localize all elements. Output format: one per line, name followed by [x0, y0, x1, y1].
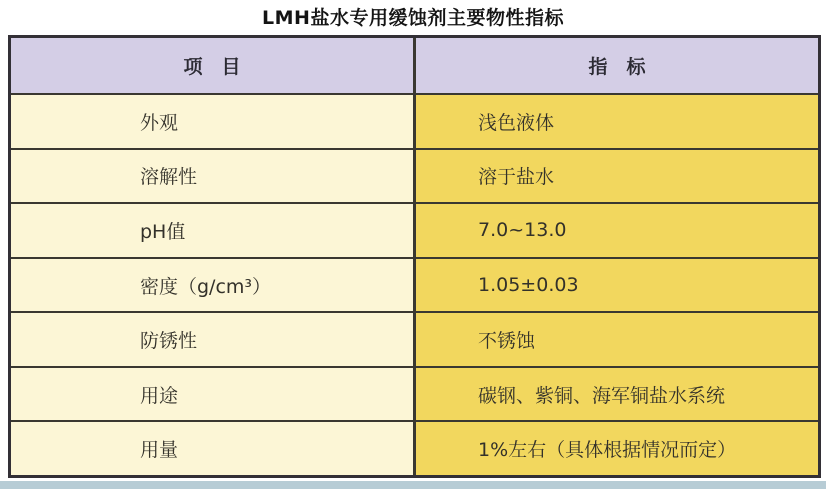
table-row: [11, 93, 818, 148]
row-item-value: 不锈蚀: [416, 313, 818, 366]
row-item-label: 密度（g/cm³）: [11, 259, 416, 312]
table-row: [11, 420, 818, 475]
row-item-label: 用量: [11, 422, 416, 475]
page-title: LMH盐水专用缓蚀剂主要物性指标: [262, 7, 564, 29]
row-item-label: pH值: [11, 204, 416, 257]
table-row: [11, 148, 818, 203]
spec-table: [8, 35, 821, 478]
row-item-value: 溶于盐水: [416, 150, 818, 203]
table-row: [11, 257, 818, 312]
table-header-row: [11, 38, 818, 93]
row-item-label: 防锈性: [11, 313, 416, 366]
row-item-label: 溶解性: [11, 150, 416, 203]
header-cell-item: 项 目: [11, 38, 416, 93]
row-item-value: 浅色液体: [416, 95, 818, 148]
table-row: [11, 311, 818, 366]
table-row: [11, 202, 818, 257]
row-item-value: 1.05±0.03: [416, 259, 818, 312]
row-item-value: 7.0~13.0: [416, 204, 818, 257]
row-item-label: 用途: [11, 368, 416, 421]
cropped-image-edge: [0, 481, 826, 489]
row-item-label: 外观: [11, 95, 416, 148]
header-cell-value: 指 标: [416, 38, 818, 93]
table-row: [11, 366, 818, 421]
row-item-value: 1%左右（具体根据情况而定）: [416, 422, 818, 475]
row-item-value: 碳钢、紫铜、海军铜盐水系统: [416, 368, 818, 421]
